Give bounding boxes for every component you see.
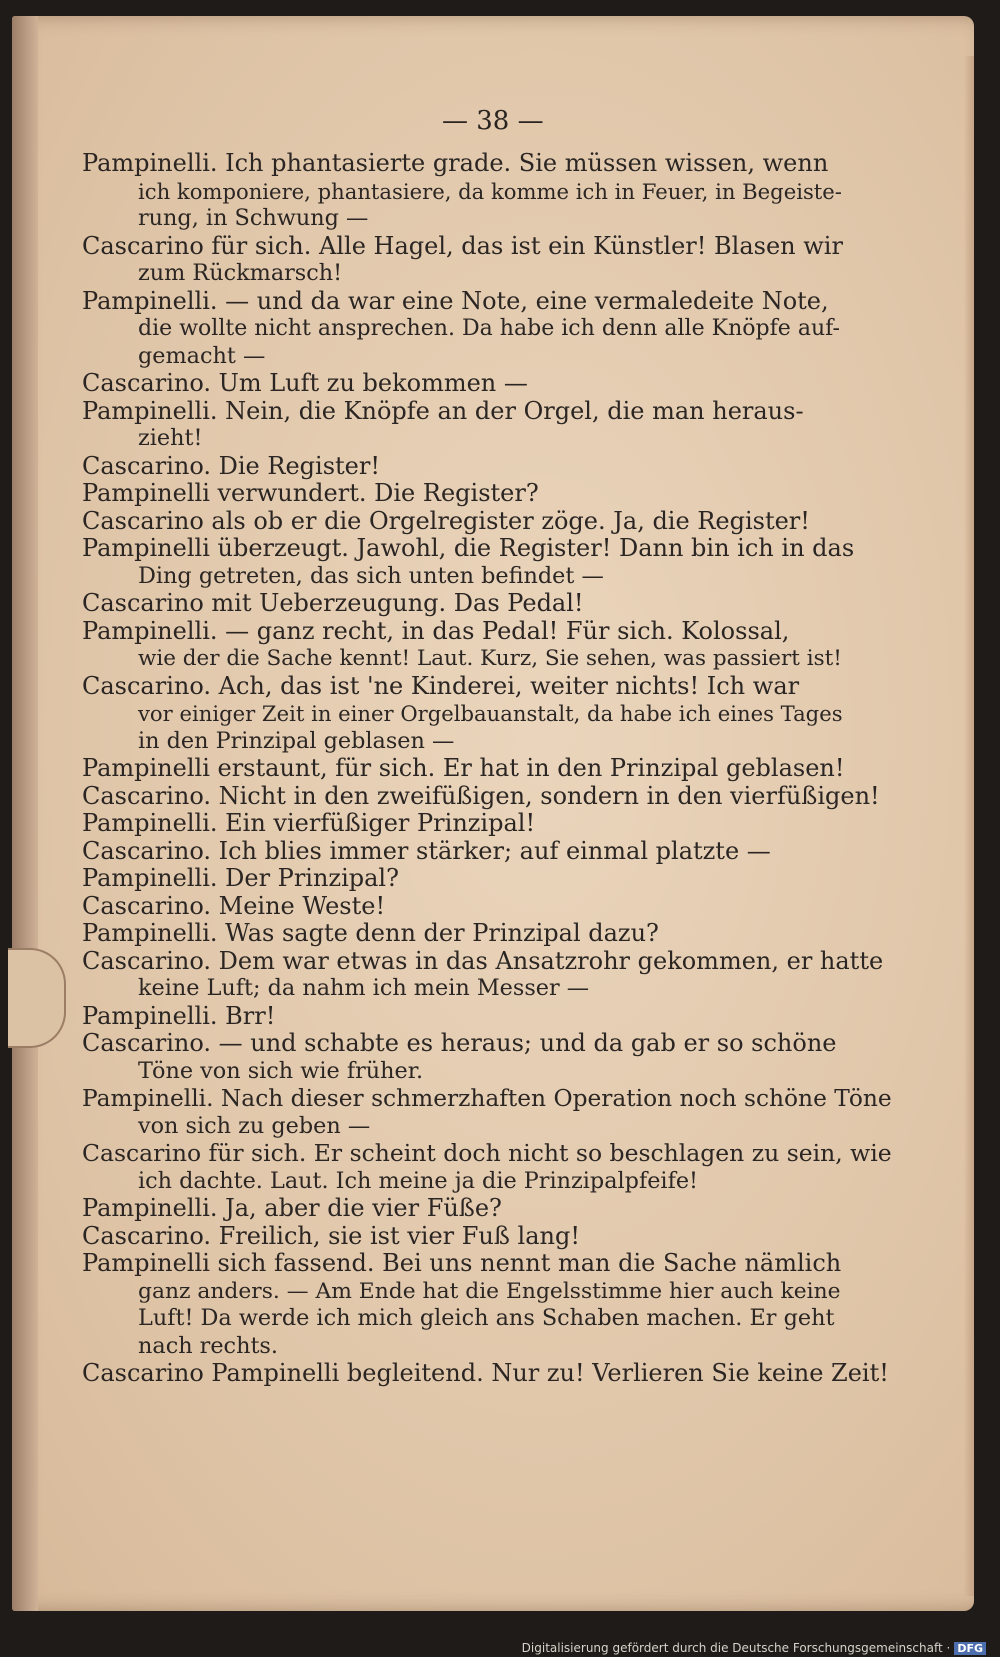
speaker-line: Cascarino. Ich blies immer stärker; auf einmal platzte — bbox=[82, 836, 771, 865]
speaker-line: Pampinelli. Ja, aber die vier Füße? bbox=[82, 1194, 502, 1222]
dialogue-entry bbox=[82, 1003, 892, 1031]
speaker-line: Pampinelli. Nach dieser schmerzhaften Operation noch schöne Töne bbox=[82, 1085, 892, 1112]
continuation-line: von sich zu geben — bbox=[138, 1112, 371, 1139]
dialogue-entry bbox=[82, 535, 892, 590]
speaker-line: Cascarino. Um Luft zu bekommen — bbox=[82, 369, 528, 397]
dialogue-entry bbox=[82, 370, 892, 398]
dialogue-entry bbox=[82, 150, 892, 233]
dialogue-entry bbox=[82, 673, 892, 756]
speaker-line: Cascarino für sich. Alle Hagel, das ist ein Künstler! Blasen wir bbox=[82, 231, 843, 260]
continuation-line: in den Prinzipal geblasen — bbox=[138, 727, 455, 754]
dialogue-entry bbox=[82, 508, 892, 536]
continuation-line: ich komponiere, phantasiere, da komme ich in Feuer, in Begeiste- bbox=[138, 178, 842, 204]
continuation-line: zieht! bbox=[138, 425, 203, 451]
dialogue-text bbox=[82, 150, 892, 1388]
continuation-line: Ding getreten, das sich unten befindet — bbox=[138, 562, 604, 589]
dialogue-entry bbox=[82, 920, 892, 948]
book-spine bbox=[12, 16, 38, 1611]
dialogue-entry bbox=[82, 893, 892, 921]
dialogue-entry bbox=[82, 618, 892, 673]
speaker-line: Cascarino. Nicht in den zweifüßigen, sondern in den vierfüßigen! bbox=[82, 781, 880, 810]
dialogue-entry bbox=[82, 233, 892, 288]
dialogue-entry bbox=[82, 1360, 892, 1388]
speaker-line: Pampinelli. — ganz recht, in das Pedal! Für sich. Kolossal, bbox=[82, 616, 790, 645]
speaker-line: Pampinelli. Ein vierfüßiger Prinzipal! bbox=[82, 809, 536, 837]
dfg-logo: DFG bbox=[954, 1642, 986, 1655]
speaker-line: Cascarino. Die Register! bbox=[82, 451, 380, 480]
dialogue-entry bbox=[82, 1195, 892, 1223]
continuation-line: ganz anders. — Am Ende hat die Engelsstimme hier auch keine bbox=[138, 1278, 841, 1304]
continuation-line: wie der die Sache kennt! Laut. Kurz, Sie sehen, was passiert ist! bbox=[138, 646, 842, 671]
continuation-line: Luft! Da werde ich mich gleich ans Schaben machen. Er geht bbox=[138, 1305, 835, 1331]
speaker-line: Cascarino. Ach, das ist 'ne Kinderei, weiter nichts! Ich war bbox=[82, 671, 800, 700]
speaker-line: Cascarino. Dem war etwas in das Ansatzrohr gekommen, er hatte bbox=[82, 946, 884, 975]
speaker-line: Cascarino Pampinelli begleitend. Nur zu! Verlieren Sie keine Zeit! bbox=[82, 1359, 889, 1387]
speaker-line: Cascarino. — und schabte es heraus; und da gab er so schöne bbox=[82, 1029, 837, 1057]
continuation-line: nach rechts. bbox=[138, 1332, 278, 1359]
page-number: — 38 — bbox=[442, 106, 544, 136]
speaker-line: Cascarino als ob er die Orgelregister zöge. Ja, die Register! bbox=[82, 506, 810, 535]
speaker-line: Pampinelli. Nein, die Knöpfe an der Orgel, die man heraus- bbox=[82, 396, 804, 425]
continuation-line: rung, in Schwung — bbox=[138, 205, 369, 231]
speaker-line: Pampinelli erstaunt, für sich. Er hat in den Prinzipal geblasen! bbox=[82, 754, 845, 782]
dialogue-entry bbox=[82, 783, 892, 811]
speaker-line: Pampinelli. Brr! bbox=[82, 1001, 276, 1030]
page-tab bbox=[8, 948, 66, 1048]
continuation-line: die wollte nicht ansprechen. Da habe ich denn alle Knöpfe auf- bbox=[138, 316, 840, 341]
dialogue-entry bbox=[82, 398, 892, 453]
speaker-line: Cascarino. Meine Weste! bbox=[82, 891, 386, 920]
continuation-line: zum Rückmarsch! bbox=[138, 260, 343, 286]
speaker-line: Cascarino. Freilich, sie ist vier Fuß lang! bbox=[82, 1221, 580, 1250]
dialogue-entry bbox=[82, 1030, 892, 1085]
dialogue-entry bbox=[82, 1085, 892, 1140]
dialogue-entry bbox=[82, 590, 892, 618]
footer-credit bbox=[518, 1641, 990, 1655]
speaker-line: Cascarino mit Ueberzeugung. Das Pedal! bbox=[82, 589, 584, 617]
speaker-line: Pampinelli. Ich phantasierte grade. Sie müssen wissen, wenn bbox=[82, 149, 829, 177]
continuation-line: Töne von sich wie früher. bbox=[138, 1057, 424, 1084]
dialogue-entry bbox=[82, 865, 892, 893]
speaker-line: Pampinelli. Der Prinzipal? bbox=[82, 864, 399, 892]
dialogue-entry bbox=[82, 755, 892, 783]
continuation-line: vor einiger Zeit in einer Orgelbauanstalt, da habe ich eines Tages bbox=[138, 701, 843, 726]
dialogue-entry bbox=[82, 948, 892, 1003]
footer-text: Digitalisierung gefördert durch die Deutsche Forschungsgemeinschaft · bbox=[521, 1641, 951, 1655]
dialogue-entry bbox=[82, 810, 892, 838]
continuation-line: gemacht — bbox=[138, 342, 266, 369]
speaker-line: Pampinelli. — und da war eine Note, eine vermaledeite Note, bbox=[82, 286, 829, 315]
speaker-line: Pampinelli überzeugt. Jawohl, die Register! Dann bin ich in das bbox=[82, 534, 855, 562]
continuation-line: keine Luft; da nahm ich mein Messer — bbox=[138, 975, 590, 1001]
dialogue-entry bbox=[82, 480, 892, 508]
speaker-line: Pampinelli verwundert. Die Register? bbox=[82, 479, 539, 507]
speaker-line: Pampinelli. Was sagte denn der Prinzipal dazu? bbox=[82, 919, 659, 947]
dialogue-entry bbox=[82, 288, 892, 371]
dialogue-entry bbox=[82, 838, 892, 866]
dialogue-entry bbox=[82, 1223, 892, 1251]
page-edge bbox=[964, 56, 974, 1596]
continuation-line: ich dachte. Laut. Ich meine ja die Prinzipalpfeife! bbox=[138, 1167, 699, 1194]
speaker-line: Pampinelli sich fassend. Bei uns nennt man die Sache nämlich bbox=[82, 1249, 842, 1277]
speaker-line: Cascarino für sich. Er scheint doch nicht so beschlagen zu sein, wie bbox=[82, 1139, 892, 1167]
dialogue-entry bbox=[82, 1250, 892, 1360]
dialogue-entry bbox=[82, 453, 892, 481]
dialogue-entry bbox=[82, 1140, 892, 1195]
